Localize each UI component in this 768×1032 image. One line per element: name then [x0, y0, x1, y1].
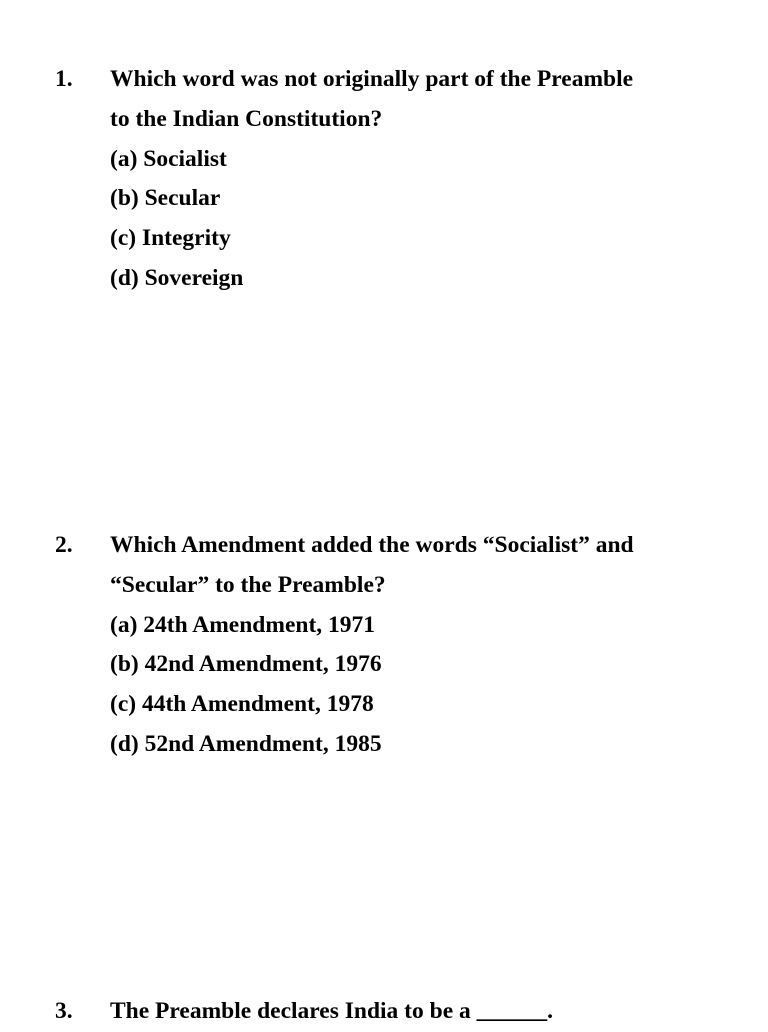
answer-option-a: (a) Socialist	[110, 145, 227, 172]
answer-option	[0, 725, 768, 765]
question-stem-text: Which word was not originally part of the Preamble	[110, 66, 634, 92]
answer-option	[0, 606, 768, 646]
answer-option	[0, 179, 768, 219]
question-number: 1.	[55, 66, 73, 92]
answer-option-d: (d) Sovereign	[110, 264, 244, 291]
question-stem-line	[0, 566, 768, 606]
question-stem-text: Which Amendment added the words “Socialist” and	[110, 532, 634, 558]
answer-option-c: (c) Integrity	[110, 225, 231, 252]
question-number: 2.	[55, 532, 73, 558]
question-stem-text: to the Indian Constitution?	[110, 105, 383, 132]
answer-option-b: (b) 42nd Amendment, 1976	[110, 651, 382, 678]
answer-option-b: (b) Secular	[110, 185, 221, 212]
question-number: 3.	[55, 998, 73, 1024]
question-3	[0, 992, 768, 1032]
answer-option	[0, 645, 768, 685]
answer-option-a: (a) 24th Amendment, 1971	[110, 611, 376, 638]
question-stem-line	[0, 992, 768, 1032]
question-stem-line	[0, 100, 768, 140]
question-2	[0, 526, 768, 765]
question-stem-line	[0, 526, 768, 566]
question-1	[0, 60, 768, 299]
question-stem-text: “Secular” to the Preamble?	[110, 571, 386, 598]
answer-option	[0, 685, 768, 725]
answer-option	[0, 140, 768, 180]
question-stem-text: The Preamble declares India to be a ______.	[110, 998, 554, 1024]
answer-option-d: (d) 52nd Amendment, 1985	[110, 730, 382, 757]
answer-option	[0, 259, 768, 299]
answer-option-c: (c) 44th Amendment, 1978	[110, 691, 374, 718]
answer-option	[0, 219, 768, 259]
question-stem-line	[0, 60, 768, 100]
